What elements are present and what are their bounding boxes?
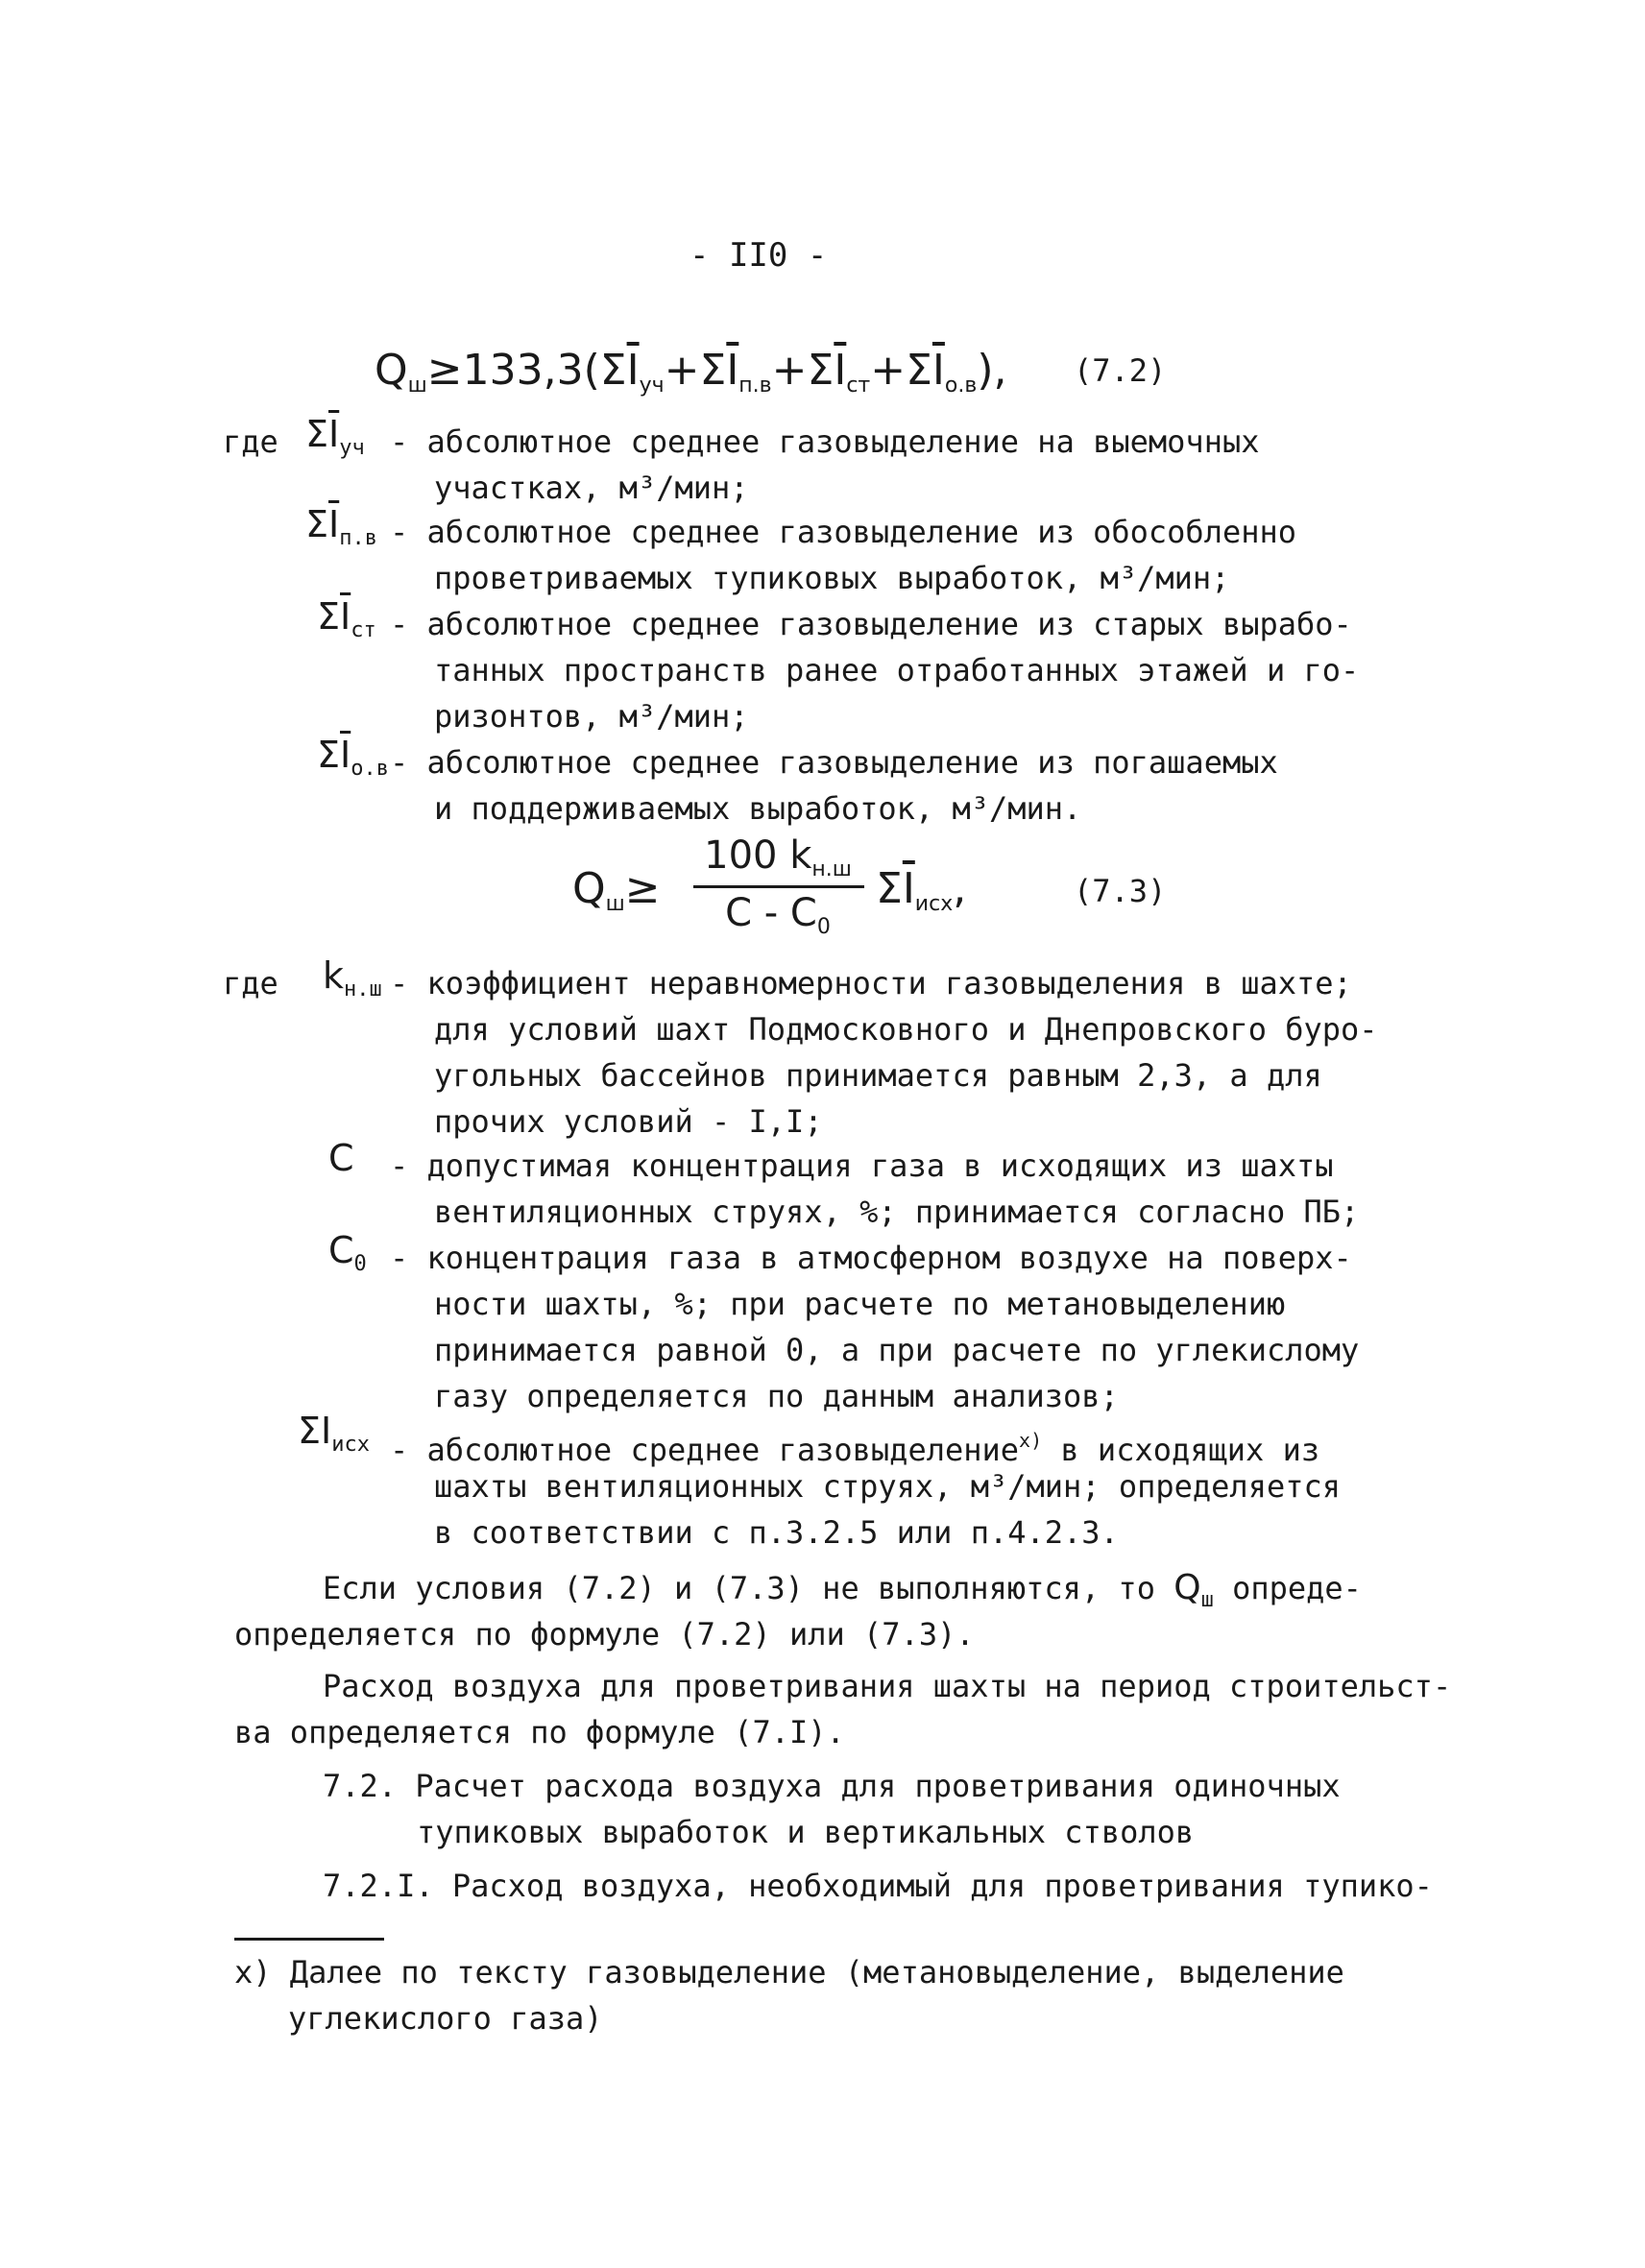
def-st-line2: танных пространств ранее отработанных этажей и го-	[434, 652, 1360, 688]
def-isx-line2: шахты вентиляционных струях, м³/мин; определяется	[434, 1468, 1342, 1505]
formula-7-3-denominator: C - $C_0$	[725, 891, 831, 939]
def-pv-line1: - абсолютное среднее газовыделение из обособленно	[390, 514, 1297, 550]
def-uch: $\Sigma\overline{I}_{уч}$	[305, 413, 365, 460]
para1-line1: Если условия (7.2) и (7.3) не выполняются, то $Q_ш$ опреде-	[323, 1568, 1362, 1612]
def-c: C	[328, 1137, 354, 1179]
def-k: $k_{н.ш}$	[323, 954, 382, 1001]
def-ov-line1: - абсолютное среднее газовыделение из погашаемых	[390, 744, 1278, 781]
footnote-line2: углекислого газа)	[288, 2000, 603, 2037]
where-label-2: где	[223, 965, 278, 1001]
def-pv-line2: проветриваемых тупиковых выработок, м³/мин;	[434, 560, 1230, 596]
def-c0: $C_0$	[328, 1229, 367, 1276]
para1-line2: определяется по формуле (7.2) или (7.3).	[234, 1616, 975, 1653]
formula-7-2: $Q_ш\ge 133,3(\Sigma\overline{I}_{уч}+\Sigma\overline{I}_{п.в}+\Sigma\overline{I}_{ст}+\Sigma\overline{I}_{о.в})$,	[375, 346, 1007, 398]
def-c-line2: вентиляционных струях, %; принимается согласно ПБ;	[434, 1194, 1360, 1230]
section-7-2-line2: тупиковых выработок и вертикальных стволов	[417, 1814, 1195, 1850]
def-c0-line1: - концентрация газа в атмосферном воздухе на поверх-	[390, 1240, 1352, 1276]
def-ov: $\Sigma\overline{I}_{о.в}$	[317, 734, 389, 781]
footnote-rule	[234, 1938, 384, 1941]
def-k-line3: угольных бассейнов принимается равным 2,3, а для	[434, 1057, 1322, 1094]
def-st-line1: - абсолютное среднее газовыделение из старых вырабо-	[390, 606, 1352, 642]
footnote-line1: x) Далее по тексту газовыделение (метановыделение, выделение	[234, 1954, 1344, 1991]
def-c0-line2: ности шахты, %; при расчете по метановыделению	[434, 1286, 1286, 1322]
def-isx-line1: - абсолютное среднее газовыделение$^{x)}$ в исходящих из	[390, 1429, 1320, 1468]
formula-7-3-number: (7.3)	[1074, 873, 1167, 909]
def-uch-line1: - абсолютное среднее газовыделение на выемочных	[390, 423, 1260, 460]
subsection-7-2-1: 7.2.I. Расход воздуха, необходимый для проветривания тупико-	[323, 1868, 1433, 1904]
where-label: где	[223, 423, 278, 460]
def-pv: $\Sigma\overline{I}_{п.в}$	[305, 503, 377, 550]
def-k-line4: прочих условий - I,I;	[434, 1103, 823, 1140]
def-isx-line3: в соответствии с п.3.2.5 или п.4.2.3.	[434, 1514, 1119, 1551]
def-uch-line2: участках, м³/мин;	[434, 470, 749, 506]
def-st: $\Sigma\overline{I}_{ст}$	[317, 595, 376, 642]
para2-line1: Расход воздуха для проветривания шахты на период строительст-	[323, 1668, 1452, 1704]
fraction-bar	[693, 885, 864, 888]
para2-line2: ва определяется по формуле (7.I).	[234, 1714, 845, 1750]
def-c-line1: - допустимая концентрация газа в исходящих из шахты	[390, 1147, 1334, 1184]
def-c0-line3: принимается равной 0, а при расчете по углекислому	[434, 1332, 1360, 1368]
def-c0-line4: газу определяется по данным анализов;	[434, 1378, 1119, 1414]
formula-7-2-number: (7.2)	[1074, 352, 1167, 389]
def-st-line3: ризонтов, м³/мин;	[434, 698, 749, 735]
formula-7-3-numerator: 100 $k_{н.ш}$	[704, 833, 852, 881]
def-k-line1: - коэффициент неравномерности газовыделения в шахте;	[390, 965, 1352, 1001]
section-7-2-line1: 7.2. Расчет расхода воздуха для проветривания одиночных	[323, 1768, 1341, 1804]
def-k-line2: для условий шахт Подмосковного и Днепровского буро-	[434, 1011, 1378, 1048]
def-ov-line2: и поддерживаемых выработок, м³/мин.	[434, 790, 1082, 827]
def-isx: $\Sigma I_{исх}$	[298, 1410, 370, 1457]
page-number: - II0 -	[689, 236, 828, 275]
formula-7-3-lhs: $Q_ш\ge$	[572, 864, 661, 916]
formula-7-3-sum: $\Sigma\overline{I}_{исх}$,	[876, 864, 967, 916]
